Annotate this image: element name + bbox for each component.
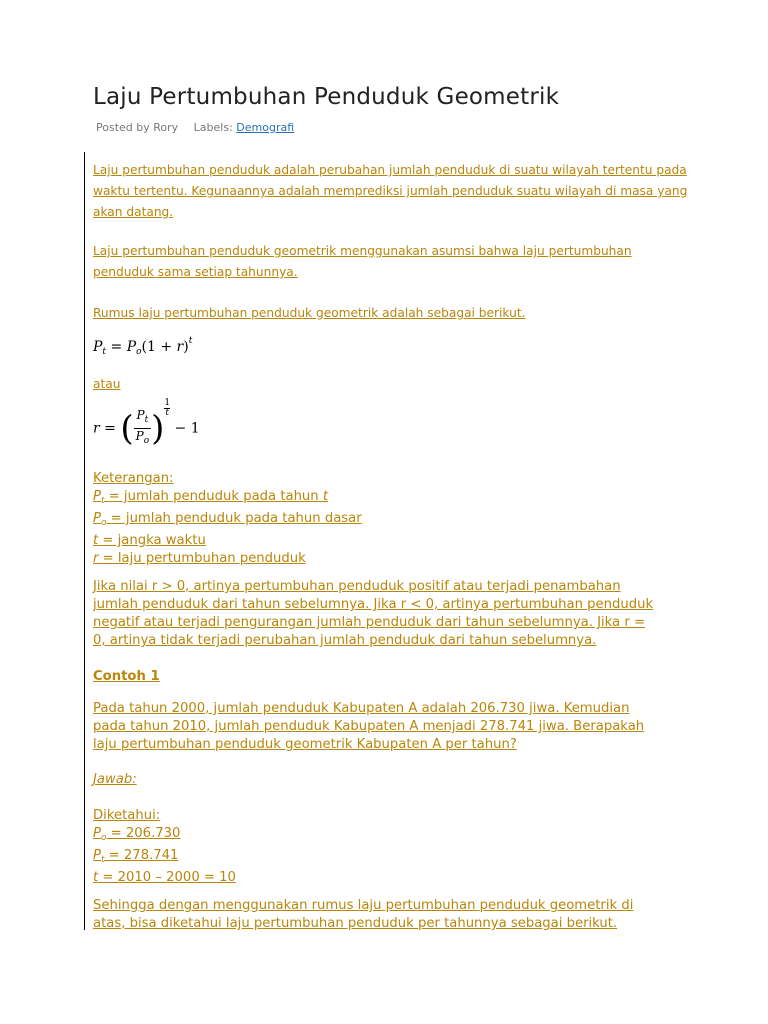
explanation-line2: jumlah penduduk dari tahun sebelumnya. Jika r < 0, artinya pertumbuhan penduduk	[93, 597, 654, 612]
diketahui-t: t = 2010 – 2000 = 10	[93, 870, 236, 885]
explanation-paragraph	[93, 578, 693, 650]
explanation-line3: negatif atau terjadi pengurangan jumlah penduduk dari tahun sebelumnya. Jika r =	[93, 615, 645, 630]
diketahui-section	[93, 807, 693, 887]
intro-p1-line3: akan datang.	[93, 205, 174, 219]
keterangan-section	[93, 470, 693, 568]
label-link-demografi[interactable]: Demografi	[236, 121, 295, 134]
labels-prefix: Labels:	[193, 121, 233, 134]
diketahui-heading: Diketahui:	[93, 808, 161, 823]
diketahui-po: $P_o = 206.730$	[93, 826, 181, 843]
atau-label: atau	[93, 377, 121, 391]
left-border-line	[84, 152, 85, 930]
intro-p3: Rumus laju pertumbuhan penduduk geometrik adalah sebagai berikut.	[93, 306, 526, 320]
keterangan-heading: Keterangan:	[93, 471, 174, 486]
conclusion-line1: Sehingga dengan menggunakan rumus laju pertumbuhan penduduk geometrik di	[93, 898, 634, 913]
keterangan-item-po: $P_o$ = jumlah penduduk pada tahun dasar	[93, 511, 362, 528]
conclusion-paragraph	[93, 897, 693, 933]
intro-paragraph-1	[93, 160, 693, 223]
contoh-heading: Contoh 1	[93, 669, 160, 684]
question-line1: Pada tahun 2000, jumlah penduduk Kabupaten A adalah 206.730 jiwa. Kemudian	[93, 701, 630, 716]
contoh-question	[93, 700, 693, 754]
post-meta	[96, 121, 294, 134]
intro-p2-line1: Laju pertumbuhan penduduk geometrik menggunakan asumsi bahwa laju pertumbuhan	[93, 244, 632, 258]
explanation-line4: 0, artinya tidak terjadi perubahan jumlah penduduk dari tahun sebelumnya.	[93, 633, 597, 648]
intro-p2-line2: penduduk sama setiap tahunnya.	[93, 265, 298, 279]
conclusion-line2: atas, bisa diketahui laju pertumbuhan penduduk per tahunnya sebagai berikut.	[93, 916, 618, 931]
explanation-line1: Jika nilai r > 0, artinya pertumbuhan penduduk positif atau terjadi penambahan	[93, 579, 621, 594]
page-title: Laju Pertumbuhan Penduduk Geometrik	[93, 84, 560, 110]
intro-p1-line2: waktu tertentu. Kegunaannya adalah memprediksi jumlah penduduk suatu wilayah di masa yang	[93, 184, 688, 198]
intro-paragraph-3	[93, 303, 693, 324]
question-line2: pada tahun 2010, jumlah penduduk Kabupaten A menjadi 278.741 jiwa. Berapakah	[93, 719, 645, 734]
posted-by: Posted by Rory	[96, 121, 179, 134]
formula-geometric-growth: $P_t = P_o(1 + r)^t$	[93, 336, 193, 357]
diketahui-pt: $P_t = 278.741$	[93, 848, 179, 865]
formula-growth-rate: r = ( $\frac{P_t}{P_o}$ ) $\frac{1}{t}$ − 1	[93, 397, 200, 449]
jawab-label: Jawab:	[93, 772, 137, 787]
intro-paragraph-2	[93, 241, 693, 283]
keterangan-item-pt: $P_t$ = jumlah penduduk pada tahun t	[93, 489, 329, 506]
keterangan-item-t: t = jangka waktu	[93, 533, 206, 548]
intro-p1-line1: Laju pertumbuhan penduduk adalah perubahan jumlah penduduk di suatu wilayah tertentu pada	[93, 163, 687, 177]
question-line3: laju pertumbuhan penduduk geometrik Kabupaten A per tahun?	[93, 737, 517, 752]
keterangan-item-r: r = laju pertumbuhan penduduk	[93, 551, 306, 566]
